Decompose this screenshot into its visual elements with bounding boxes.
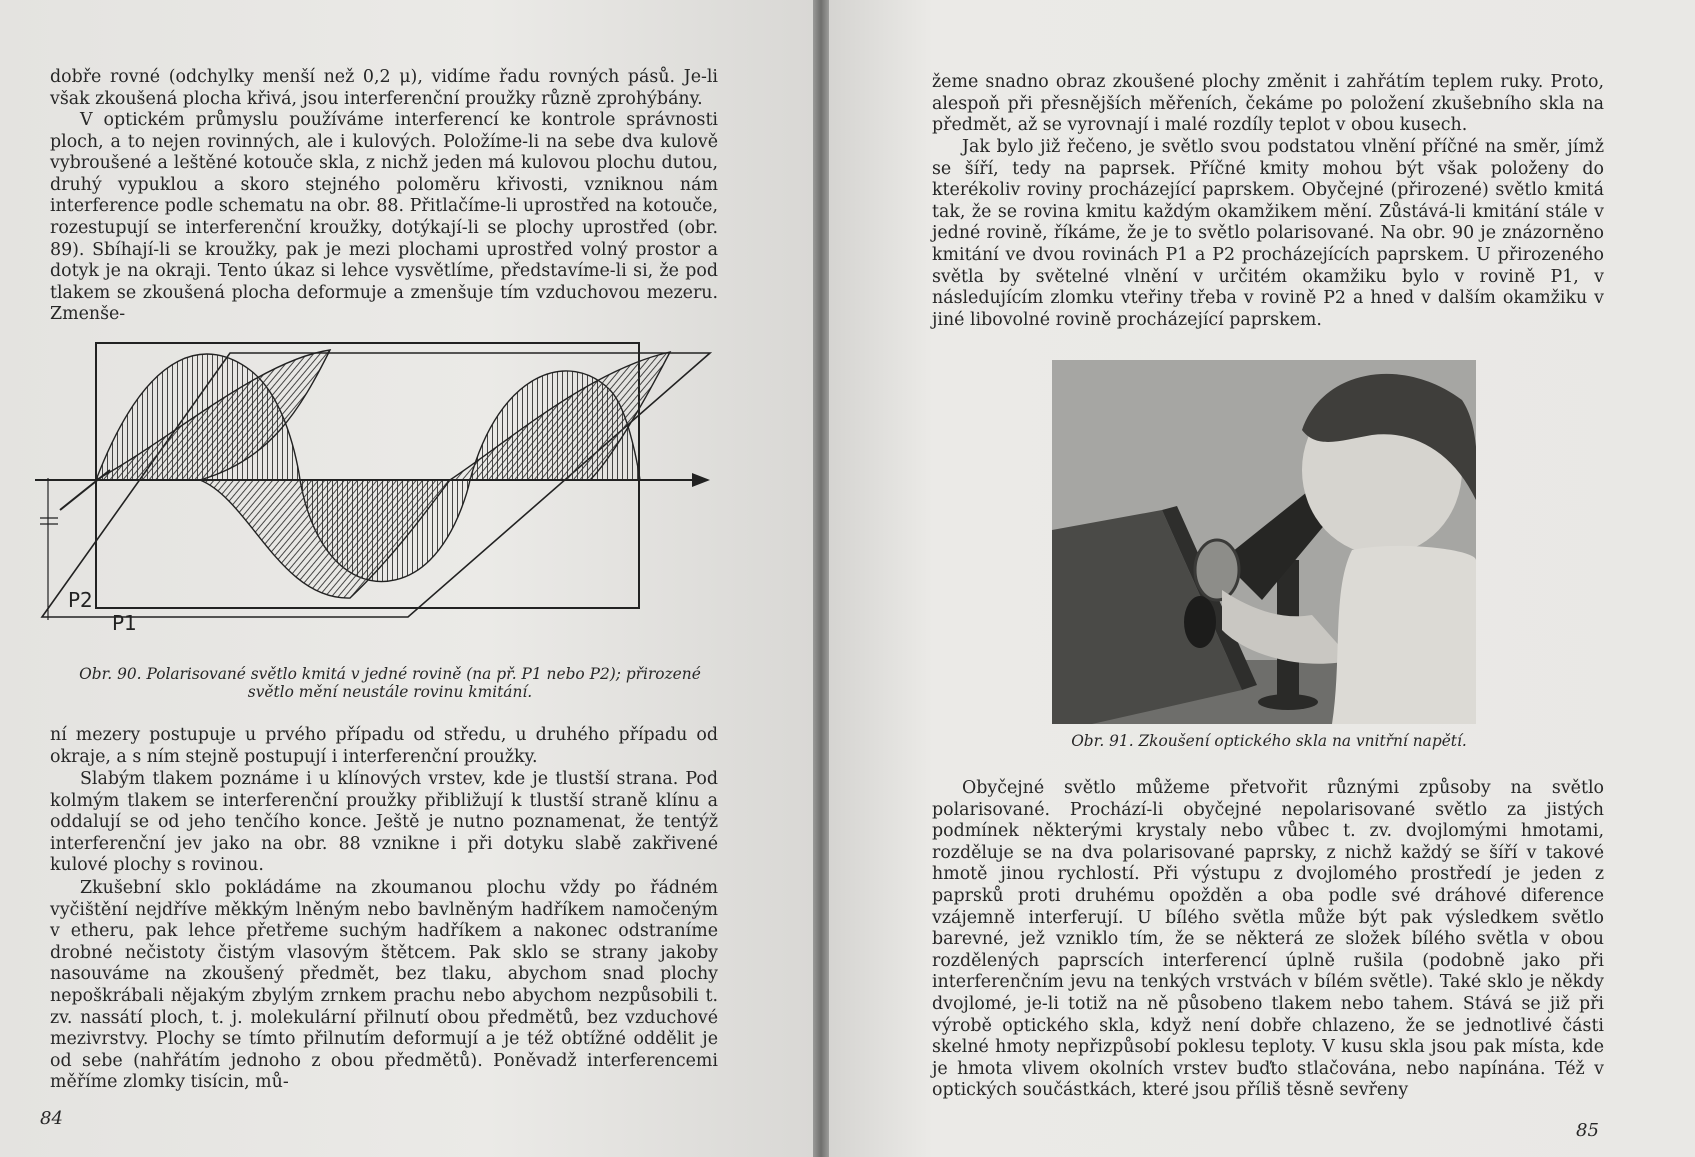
figure-91-caption: Obr. 91. Zkoušení optického skla na vnitřní napětí. <box>1071 732 1467 750</box>
page-number-left: 84 <box>40 1108 63 1129</box>
figure-90-caption-line-2: světlo mění neustále rovinu kmitání. <box>247 683 533 701</box>
polarization-figure <box>30 330 730 630</box>
paragraph-8: Obyčejné světlo můžeme přetvořit různými způsoby na světlo polarisované. Prochází-li obyčejné nepolarisované světlo za jistých podmínek některými krystaly nebo vůbec t. zv. dvojlomými hmotami, rozděluje se na dva polarisované paprsky, z nichž každý se šíří v takové hmotě jinou rychlostí. Při výstupu z dvojlomého prostředí je jeden z paprsků proti druhému opožděn a oba podle své dráhové diference vzájemně interferují. U bílého světla může být pak výsledkem světlo barevné, jež vzniklo tím, že se některá ze složek bílého světla v obou rozdělených paprscích interferencí úplně rušila (podobně jako při interferenčním jevu na tenkých vrstvách v bílém světle). Také sklo je někdy dvojlomé, je-li totiž na ně působeno tlakem nebo tahem. Stává se již při výrobě optického skla, když není dobře chlazeno, že se jednotlivé části skelné hmoty nepřizpůsobí poklesu teploty. V kusu skla jsou pak místa, kde je hmota vlivem okolních vrstev buďto stlačována, nebo napínána. Též v optických součástkách, které jsou příliš těsně sevřeny <box>932 778 1604 1101</box>
paragraph-4: Slabým tlakem poznáme i u klínových vrstev, kde je tlustší strana. Pod kolmým tlakem se interferenční proužky přibližují k tlustší straně klínu a oddalují se od jeho tenčího konce. Ještě je nutno poznamenat, že tentýž interferenční jev jako na obr. 88 vznikne i při dotyku slabě zakřivené kulové plochy s rovinou. <box>50 769 718 876</box>
paragraph-1: dobře rovné (odchylky menší než 0,2 μ), vidíme řadu rovných pásů. Je-li však zkoušená plocha křivá, jsou interferenční proužky různě zprohýbány. <box>50 67 718 109</box>
paragraph-3: ní mezery postupuje u prvého případu od středu, u druhého případu od okraje, a s ním stejně postupují i interferenční proužky. <box>50 725 718 767</box>
paragraph-6: žeme snadno obraz zkoušené plochy změnit i zahřátím teplem ruky. Proto, alespoň při přesnějších měřeních, čekáme po položení zkušebního skla na předmět, až se vyrovnají i malé rozdíly teplot v obou kusech. <box>932 72 1604 136</box>
left-page <box>0 0 813 1157</box>
photo-illustration <box>1052 360 1476 724</box>
arrow-icon <box>692 473 710 487</box>
paragraph-5: Zkušební sklo pokládáme na zkoumanou plochu vždy po řádném vyčištění nejdříve měkkým lněným nebo bavlněným hadříkem namočeným v etheru, pak lehce přetřeme suchým hadříkem a nakonec odstraníme drobné nečistoty čistým vlasovým štětcem. Pak sklo se strany jakoby nasouváme na zkoušený předmět, bez tlaku, abychom snad plochy nepoškrábali nějakým zbylým zrnkem prachu nebo abychom nezpůsobili t. zv. nassátí ploch, t. j. molekulární přilnutí obou předmětů, bez vzduchové mezivrstvy. Plochy se tímto přilnutím deformují a je též obtížné oddělit je od sebe (nahřátím jednoho z obou předmětů). Poněvadž interferencemi měříme zlomky tisícin, mů- <box>50 878 718 1093</box>
label-p1: P1 <box>112 611 137 630</box>
paragraph-7: Jak bylo již řečeno, je světlo svou podstatou vlnění příčné na směr, jímž se šíří, tedy na paprsek. Příčné kmity mohou být však položeny do kterékoliv roviny procházející paprskem. Obyčejné (přirozené) světlo kmitá tak, že se rovina kmitu každým okamžikem mění. Zůstává-li kmitání stále v jedné rovině, říkáme, že je to světlo polarisované. Na obr. 90 je znázorněno kmitání ve dvou rovinách P1 a P2 procházejících paprskem. U přirozeného světla by světelné vlnění v určitém okamžiku bylo v rovině P1, v následujícím zlomku vteřiny třeba v rovině P2 a hned v dalším okamžiku v jiné libovolné rovině procházející paprskem. <box>932 137 1604 330</box>
paragraph-2: V optickém průmyslu používáme interferencí ke kontrole správnosti ploch, a to nejen rovinných, ale i kulových. Položíme-li na sebe dva kulově vybroušené a leštěné kotouče skla, z nichž jeden má kulovou plochu dutou, druhý vypuklou a skoro stejného poloměru křivosti, vzniknou nám interference podle schematu na obr. 88. Přitlačíme-li uprostřed na kotouče, rozestupují se interferenční kroužky, dotýkají-li se plochy uprostřed (obr. 89). Sbíhají-li se kroužky, pak je mezi plochami uprostřed volný prostor a dotyk je na okraji. Tento úkaz si lehce vysvětlíme, představíme-li si, že pod tlakem se zkoušená plocha deformuje a zmenšuje tím vzduchovou mezeru. Zmenše- <box>50 110 718 325</box>
page-number-right: 85 <box>1576 1120 1599 1141</box>
label-p2: P2 <box>68 588 93 612</box>
book-gutter <box>813 0 829 1157</box>
figure-91-photo <box>1052 360 1476 724</box>
figure-90-caption-line-1: Obr. 90. Polarisované světlo kmitá v jedné rovině (na př. P1 nebo P2); přirozené <box>79 665 701 683</box>
right-page <box>829 0 1695 1157</box>
